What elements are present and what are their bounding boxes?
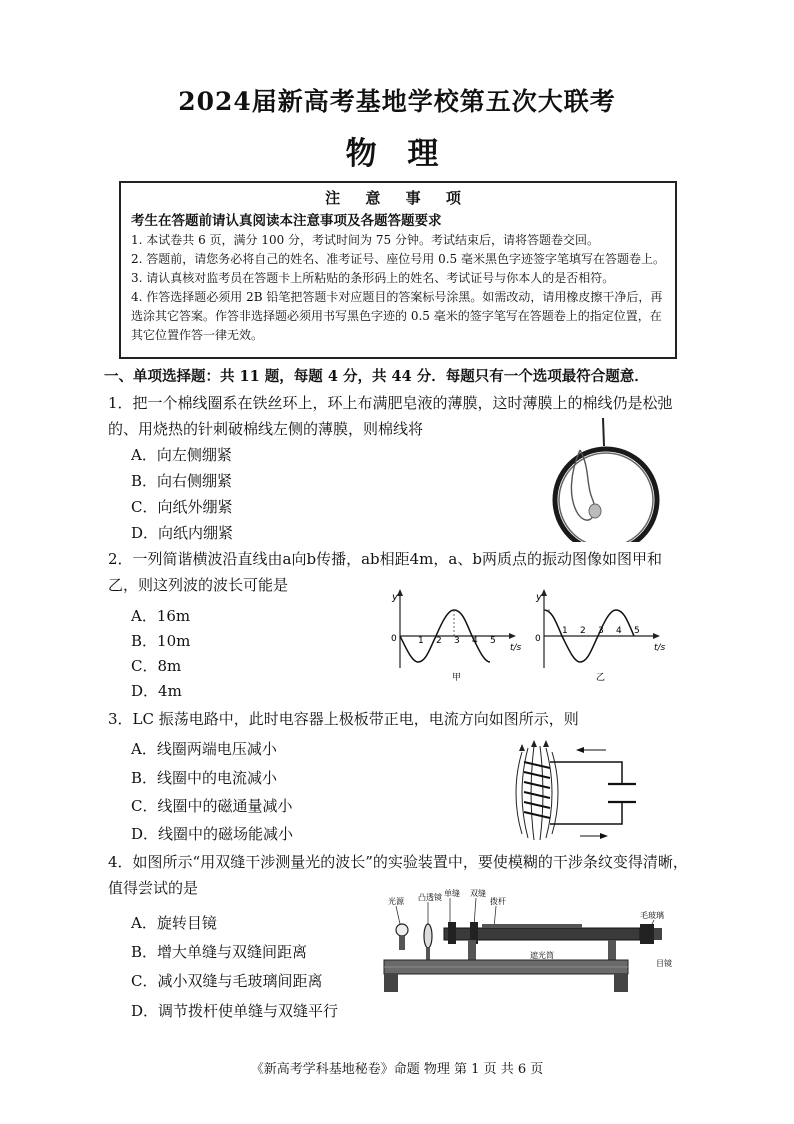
label-hood: 遮光筒 [530,951,554,960]
circuit-wires [550,762,622,824]
q4-option-c: C．减小双缝与毛玻璃间距离 [131,972,323,990]
q1-option-a: A．向左侧绷紧 [131,446,232,464]
tick-label: 1 [418,636,424,646]
section-heading: 一、单项选择题：共 11 题，每题 4 分，共 44 分．每题只有一个选项最符合题意． [104,368,649,385]
notice-item: 4. 作答选择题必须用 2B 铅笔把答题卡对应题目的答案标号涂黑。如需改动，请用橡皮擦干净后，再选涂其它答案。作答非选择题必须用书写黑色字迹的 0.5 毫米的签字笔写在答题卷上的指定位置，在其它位置作答一律无效。 [131,290,663,342]
convex-lens [424,924,432,948]
tick-label: 5 [490,636,496,646]
graph-caption: 甲 [452,673,462,683]
q1-option-c: C．向纸外绷紧 [131,498,233,516]
label-light-source: 光源 [388,897,404,906]
question-1-stem: 1．把一个棉线圈系在铁丝环上，环上布满肥皂液的薄膜，这时薄膜上的棉线仍是松弛的、用烧热的针刺破棉线左侧的薄膜，则棉线将 [108,394,673,438]
question-4-stem: 4．如图所示“用双缝干涉测量光的波长”的实验装置中，要使模糊的干涉条纹变得清晰，值得尝试的是 [108,853,688,897]
y-label: y [536,592,542,603]
tick-label: 5 [634,626,640,636]
label-single-slit: 单缝 [444,889,460,898]
x-axis-arrow [653,633,660,639]
q2-option-d: D．4m [131,682,182,700]
notice-item: 2. 答题前，请您务必将自己的姓名、准考证号、座位号用 0.5 毫米黑色字迹签字笔填写在答题卷上。 [131,252,665,266]
lever-rod [482,924,582,928]
tick-label: 2 [580,626,586,636]
q1-option-d: D．向纸内绷紧 [131,524,234,542]
origin-label: 0 [535,634,541,644]
tick-label: 3 [454,636,460,646]
soap-film-ring-figure [540,418,674,542]
notice-heading: 注 意 事 项 [325,189,471,207]
bulb-stand [399,936,405,950]
tick-label: 4 [616,626,622,636]
label-double-slit: 双缝 [470,889,486,898]
q4-option-a: A．旋转目镜 [131,914,217,932]
label-convex-lens: 凸透镜 [418,893,442,902]
q3-option-a: A．线圈两端电压减小 [131,740,277,758]
label-ground-glass: 毛玻璃 [640,911,664,920]
graph-caption: 乙 [596,673,606,683]
light-bulb [396,924,408,936]
label-eyepiece: 目镜 [656,959,672,968]
q3-option-c: C．线圈中的磁通量减小 [131,797,293,815]
eyepiece [640,924,654,944]
exam-title: 2024届新高考基地学校第五次大联考 [178,87,616,116]
x-label: t/s [510,643,522,653]
lc-circuit-figure [510,738,670,842]
coil-field-lines [516,746,558,840]
q2-option-c: C．8m [131,657,182,675]
tick-label: 1 [562,626,568,636]
question-2-stem: 2．一列简谐横波沿直线由a向b传播，ab相距4m，a、b两质点的振动图像如图甲和乙，则这列波的波长可能是 [108,550,662,594]
vibration-graph-b [532,586,674,686]
double-slit-apparatus-figure [378,888,678,1020]
notice-item: 1. 本试卷共 6 页，满分 100 分，考试时间为 75 分钟。考试结束后，请将答题卷交回。 [131,233,599,247]
q1-option-b: B．向右侧绷紧 [131,472,233,490]
tick-label: 3 [598,626,604,636]
q2-option-b: B．10m [131,632,191,650]
q4-option-d: D．调节拨杆使单缝与双缝平行 [131,1002,339,1020]
q3-option-b: B．线圈中的电流减小 [131,769,278,787]
q2-option-a: A．16m [131,607,191,625]
vibration-graph-a [388,586,530,686]
page-footer: 《新高考学科基地秘卷》命题 物理 第 1 页 共 6 页 [250,1062,544,1077]
notice-subheading: 考生在答题前请认真阅读本注意事项及各题答题要求 [131,213,442,229]
x-label: t/s [654,643,666,653]
q4-option-b: B．增大单缝与双缝间距离 [131,943,308,961]
tick-label: 4 [472,636,478,646]
q3-option-d: D．线圈中的磁场能减小 [131,825,294,843]
x-axis-arrow [509,633,516,639]
tick-label: 2 [436,636,442,646]
question-3-stem: 3．LC 振荡电路中，此时电容器上极板带正电，电流方向如图所示，则 [108,710,579,728]
notice-box [119,181,677,359]
notice-item: 3. 请认真核对监考员在答题卡上所粘贴的条形码上的姓名、考试证号与你本人的是否相符。 [131,271,615,285]
coil-windings [524,762,550,818]
origin-label: 0 [391,634,397,644]
y-label: y [392,592,398,603]
label-lever: 拨杆 [490,897,506,906]
subject-title: 物 理 [345,136,449,172]
